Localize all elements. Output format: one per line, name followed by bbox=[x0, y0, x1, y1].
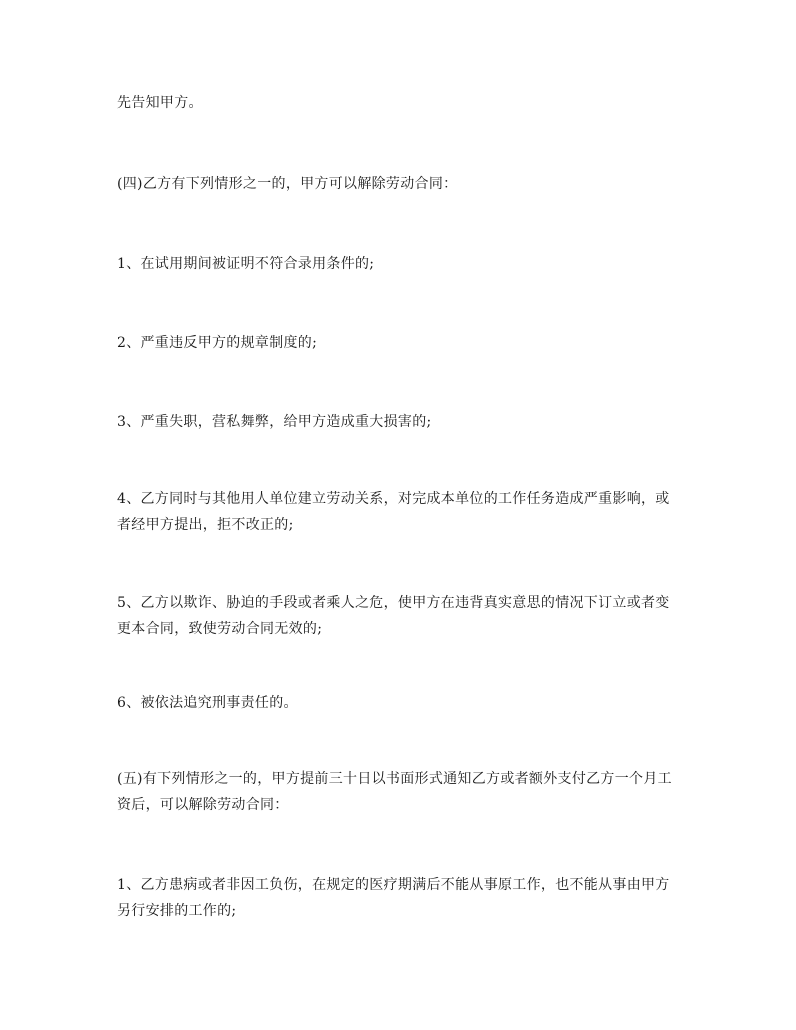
section-4-item-4: 4、乙方同时与其他用人单位建立劳动关系，对完成本单位的工作任务造成严重影响，或者经甲方提出，拒不改正的; bbox=[117, 491, 670, 533]
section-4-item-1: 1、在试用期间被证明不符合录用条件的; bbox=[117, 256, 375, 272]
section-5-heading: (五)有下列情形之一的，甲方提前三十日以书面形式通知乙方或者额外支付乙方一个月工资后，可以解除劳动合同： bbox=[117, 771, 672, 813]
section-5-item-1: 1、乙方患病或者非因工负伤，在规定的医疗期满后不能从事原工作，也不能从事由甲方另行安排的工作的; bbox=[117, 877, 670, 919]
section-4-item-5: 5、乙方以欺诈、胁迫的手段或者乘人之危，使甲方在违背真实意思的情况下订立或者变更本合同，致使劳动合同无效的; bbox=[117, 595, 670, 637]
section-4-item-2: 2、严重违反甲方的规章制度的; bbox=[117, 335, 318, 351]
section-4-item-6: 6、被依法追究刑事责任的。 bbox=[117, 695, 298, 711]
section-4-item-3: 3、严重失职，营私舞弊，给甲方造成重大损害的; bbox=[117, 414, 432, 430]
paragraph-notify-party-a: 先告知甲方。 bbox=[117, 95, 203, 111]
section-4-heading: (四)乙方有下列情形之一的，甲方可以解除劳动合同： bbox=[117, 176, 458, 192]
